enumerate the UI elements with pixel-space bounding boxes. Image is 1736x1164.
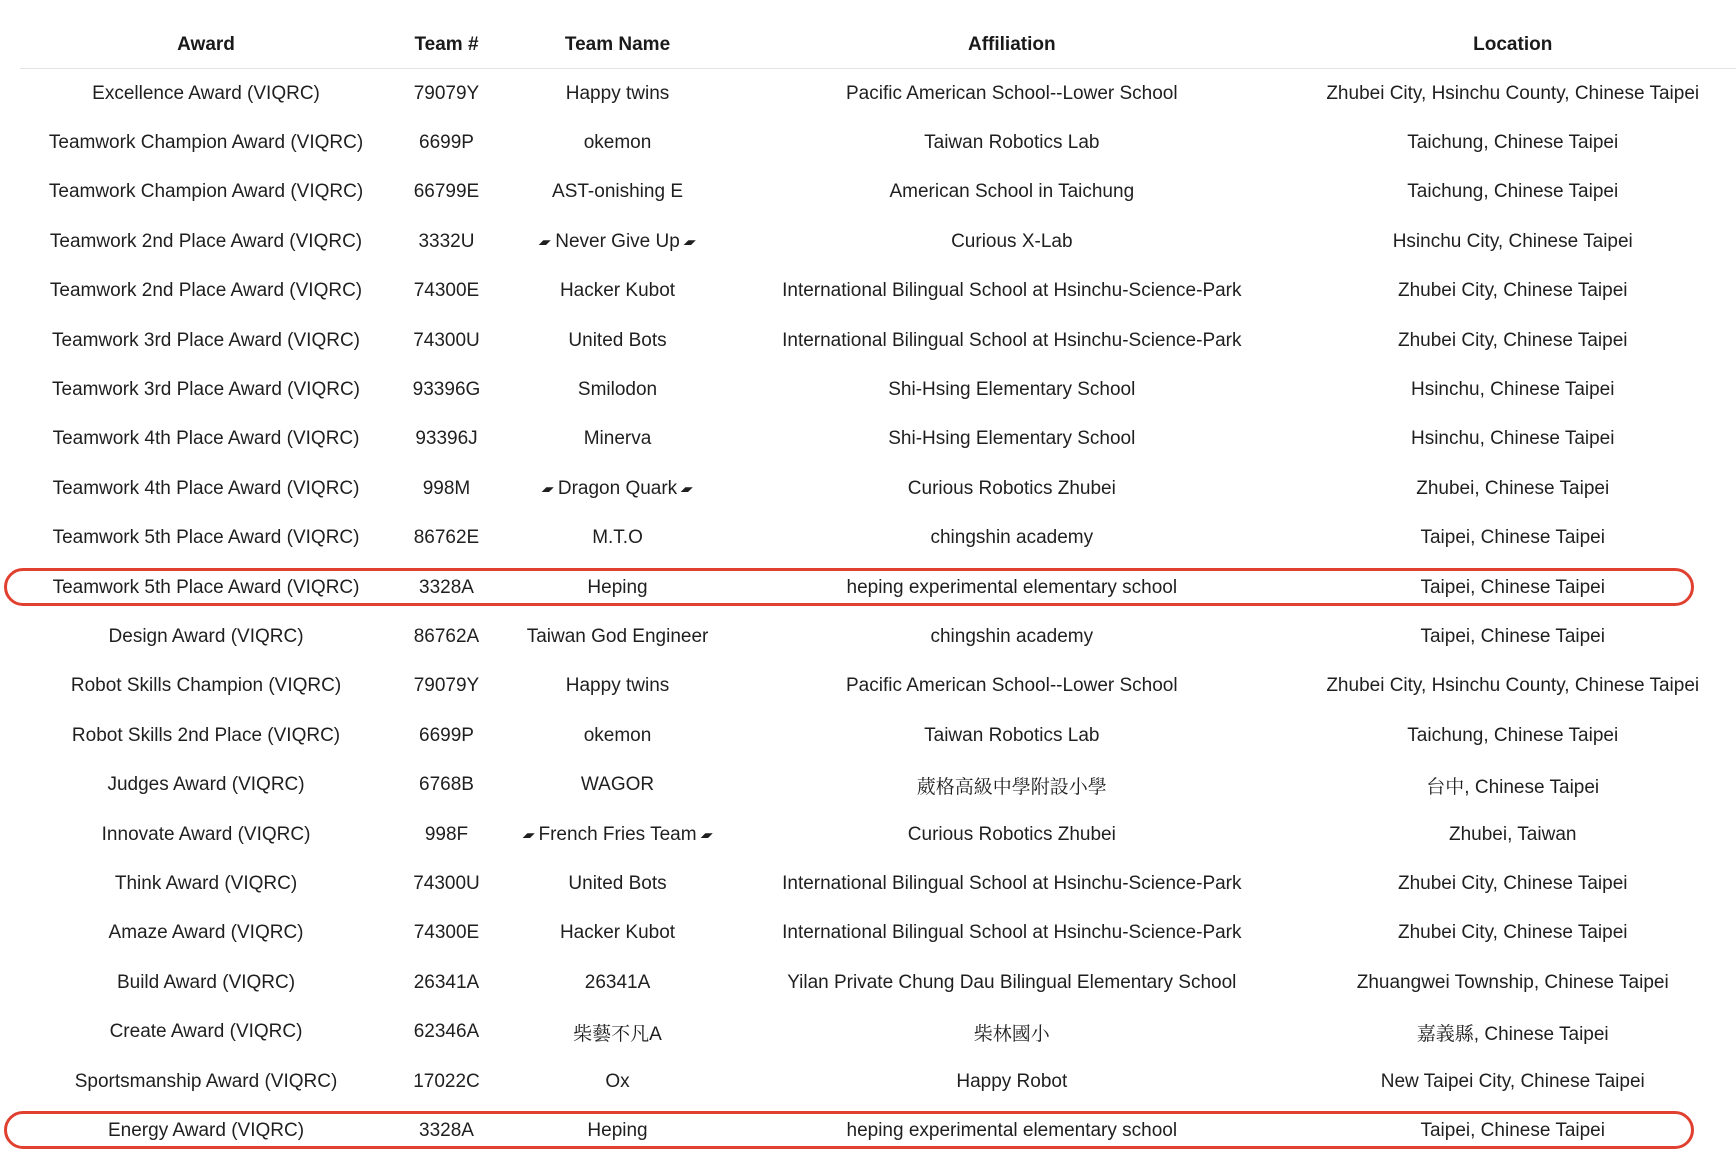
- location-cell: Taipei, Chinese Taipei: [1420, 576, 1605, 598]
- team-number-cell[interactable]: 74300E: [413, 922, 480, 944]
- table-row: [20, 514, 1736, 563]
- table-row: [20, 267, 1736, 316]
- award-cell: Teamwork Champion Award (VIQRC): [48, 132, 364, 154]
- team-number-cell[interactable]: 79079Y: [413, 82, 480, 104]
- table-row: [20, 612, 1736, 661]
- awards-table: [20, 22, 1736, 1156]
- award-cell: Teamwork 4th Place Award (VIQRC): [52, 428, 360, 450]
- table-row: [20, 711, 1736, 760]
- table-row: [20, 316, 1736, 365]
- team-number-cell[interactable]: 6699P: [419, 724, 474, 746]
- team-name-marker-icon: ▰: [681, 233, 699, 249]
- table-row-highlighted: [20, 1106, 1736, 1155]
- team-number-cell[interactable]: 93396J: [415, 428, 478, 450]
- team-number-cell[interactable]: 86762E: [413, 527, 480, 549]
- team-number-cell[interactable]: 6768B: [419, 774, 474, 796]
- affiliation-cell: Curious Robotics Zhubei: [907, 477, 1116, 499]
- team-number-cell[interactable]: 79079Y: [413, 675, 480, 697]
- team-number-cell[interactable]: 74300U: [413, 329, 480, 351]
- award-cell: Robot Skills 2nd Place (VIQRC): [71, 724, 341, 746]
- team-name-cell[interactable]: Taiwan God Engineer: [526, 625, 709, 647]
- team-name-cell[interactable]: 26341A: [584, 971, 651, 993]
- affiliation-cell: 柴林國小: [973, 1023, 1050, 1045]
- award-cell: Teamwork 2nd Place Award (VIQRC): [49, 280, 363, 302]
- table-header: [20, 22, 1736, 69]
- affiliation-cell: Pacific American School--Lower School: [846, 675, 1178, 697]
- team-name-cell[interactable]: Minerva: [583, 428, 652, 450]
- column-header-award[interactable]: Award: [20, 22, 392, 69]
- table-row: [20, 958, 1736, 1007]
- award-cell: Teamwork 4th Place Award (VIQRC): [52, 477, 360, 499]
- team-number-cell[interactable]: 26341A: [413, 971, 480, 993]
- affiliation-cell: International Bilingual School at Hsinchu-Science-Park: [782, 922, 1242, 944]
- table-row: [20, 909, 1736, 958]
- location-cell: Taipei, Chinese Taipei: [1420, 1119, 1605, 1141]
- affiliation-cell: heping experimental elementary school: [846, 576, 1178, 598]
- location-cell: Zhubei, Taiwan: [1449, 823, 1577, 845]
- affiliation-cell: American School in Taichung: [889, 181, 1135, 203]
- team-number-cell[interactable]: 66799E: [413, 181, 480, 203]
- location-cell: Zhubei City, Chinese Taipei: [1397, 872, 1628, 894]
- affiliation-cell: International Bilingual School at Hsinchu-Science-Park: [782, 872, 1242, 894]
- team-name-marker-icon: ▰: [539, 480, 557, 496]
- table-row: [20, 415, 1736, 464]
- affiliation-cell: 葳格高級中學附設小學: [916, 776, 1107, 798]
- location-cell: Taipei, Chinese Taipei: [1420, 625, 1605, 647]
- table-row: [20, 464, 1736, 513]
- affiliation-cell: Curious X-Lab: [951, 230, 1073, 252]
- team-name-marker-icon: ▰: [536, 233, 554, 249]
- award-cell: Teamwork 3rd Place Award (VIQRC): [52, 379, 361, 401]
- affiliation-cell: International Bilingual School at Hsinchu-Science-Park: [782, 329, 1242, 351]
- location-cell: 台中, Chinese Taipei: [1426, 776, 1600, 798]
- award-cell: Build Award (VIQRC): [116, 971, 296, 993]
- team-name-marker-icon: ▰: [520, 826, 538, 842]
- team-number-cell[interactable]: 93396G: [412, 379, 481, 401]
- location-cell: Hsinchu, Chinese Taipei: [1410, 379, 1615, 401]
- table-row: [20, 365, 1736, 414]
- team-name-cell[interactable]: Ox: [605, 1070, 630, 1092]
- team-name-cell[interactable]: 柴藝不凡A: [573, 1023, 662, 1045]
- team-number-cell[interactable]: 998F: [424, 823, 469, 845]
- award-cell: Judges Award (VIQRC): [107, 774, 305, 796]
- award-cell: Excellence Award (VIQRC): [92, 82, 320, 104]
- team-name-cell[interactable]: Happy twins: [565, 675, 670, 697]
- award-cell: Teamwork 2nd Place Award (VIQRC): [49, 230, 363, 252]
- team-name-marker-icon: ▰: [678, 480, 696, 496]
- team-number-cell[interactable]: 74300E: [413, 280, 480, 302]
- team-number-cell[interactable]: 3328A: [419, 1119, 474, 1141]
- affiliation-cell: Taiwan Robotics Lab: [924, 724, 1100, 746]
- team-name-cell[interactable]: okemon: [583, 132, 652, 154]
- team-number-cell[interactable]: 74300U: [413, 872, 480, 894]
- team-number-cell[interactable]: 3328A: [419, 576, 474, 598]
- team-name-cell[interactable]: Happy twins: [565, 82, 670, 104]
- location-cell: Taichung, Chinese Taipei: [1407, 724, 1619, 746]
- award-cell: Robot Skills Champion (VIQRC): [70, 675, 342, 697]
- table-row: [20, 810, 1736, 859]
- location-cell: Taichung, Chinese Taipei: [1407, 181, 1619, 203]
- table-row: [20, 69, 1736, 119]
- affiliation-cell: chingshin academy: [930, 625, 1094, 647]
- location-cell: Taipei, Chinese Taipei: [1420, 527, 1605, 549]
- column-header-location[interactable]: Location: [1289, 22, 1736, 69]
- location-cell: 嘉義縣, Chinese Taipei: [1416, 1023, 1609, 1045]
- table-row: [20, 859, 1736, 908]
- team-name-cell[interactable]: okemon: [583, 724, 652, 746]
- award-cell: Think Award (VIQRC): [114, 872, 298, 894]
- team-name-marker-icon: ▰: [698, 826, 716, 842]
- affiliation-cell: Yilan Private Chung Dau Bilingual Elementary School: [787, 971, 1237, 993]
- award-cell: Create Award (VIQRC): [109, 1021, 303, 1043]
- affiliation-cell: Shi-Hsing Elementary School: [888, 428, 1136, 450]
- location-cell: Zhubei City, Hsinchu County, Chinese Taipei: [1326, 675, 1700, 697]
- table-row: [20, 217, 1736, 266]
- team-name-cell[interactable]: M.T.O: [592, 527, 643, 549]
- affiliation-cell: International Bilingual School at Hsinchu-Science-Park: [782, 280, 1242, 302]
- location-cell: New Taipei City, Chinese Taipei: [1380, 1070, 1645, 1092]
- award-cell: Teamwork 5th Place Award (VIQRC): [20, 563, 392, 612]
- team-name-cell[interactable]: Heping: [587, 1119, 648, 1141]
- table-row: [20, 168, 1736, 217]
- location-cell: Zhubei, Chinese Taipei: [1416, 477, 1610, 499]
- team-name-cell[interactable]: Hacker Kubot: [559, 922, 676, 944]
- table-row: [20, 118, 1736, 167]
- team-name-cell[interactable]: Heping: [587, 576, 648, 598]
- table-row: [20, 662, 1736, 711]
- column-header-affiliation[interactable]: Affiliation: [734, 22, 1289, 69]
- location-cell: Zhubei City, Hsinchu County, Chinese Taipei: [1326, 82, 1700, 104]
- team-name-cell[interactable]: United Bots: [568, 329, 667, 351]
- affiliation-cell: heping experimental elementary school: [846, 1119, 1178, 1141]
- affiliation-cell: Curious Robotics Zhubei: [907, 823, 1116, 845]
- award-cell: Teamwork 5th Place Award (VIQRC): [52, 527, 360, 549]
- location-cell: Zhuangwei Township, Chinese Taipei: [1356, 971, 1669, 993]
- team-name-cell[interactable]: United Bots: [568, 872, 667, 894]
- team-number-cell[interactable]: 6699P: [419, 132, 474, 154]
- team-name-cell[interactable]: Smilodon: [577, 379, 658, 401]
- location-cell: Zhubei City, Chinese Taipei: [1397, 280, 1628, 302]
- award-cell: Sportsmanship Award (VIQRC): [74, 1070, 338, 1092]
- team-name-cell[interactable]: WAGOR: [580, 774, 655, 796]
- location-cell: Hsinchu City, Chinese Taipei: [1392, 230, 1633, 252]
- affiliation-cell: Taiwan Robotics Lab: [924, 132, 1100, 154]
- location-cell: Zhubei City, Chinese Taipei: [1397, 922, 1628, 944]
- column-header-team-name[interactable]: Team Name: [501, 22, 734, 69]
- table-body: [20, 69, 1736, 1156]
- award-cell: Design Award (VIQRC): [108, 625, 304, 647]
- team-number-cell[interactable]: 998M: [422, 477, 471, 499]
- column-header-team-number[interactable]: Team #: [392, 22, 501, 69]
- affiliation-cell: Happy Robot: [956, 1070, 1068, 1092]
- award-cell: Amaze Award (VIQRC): [108, 922, 304, 944]
- affiliation-cell: Pacific American School--Lower School: [846, 82, 1178, 104]
- table-row: [20, 1057, 1736, 1106]
- affiliation-cell: Shi-Hsing Elementary School: [888, 379, 1136, 401]
- location-cell: Hsinchu, Chinese Taipei: [1410, 428, 1615, 450]
- team-name-cell[interactable]: Hacker Kubot: [559, 280, 676, 302]
- team-number-cell[interactable]: 62346A: [413, 1021, 480, 1043]
- table-row: [20, 760, 1736, 809]
- award-cell: Teamwork Champion Award (VIQRC): [48, 181, 364, 203]
- award-cell: Energy Award (VIQRC): [20, 1106, 392, 1155]
- table-row-highlighted: [20, 563, 1736, 612]
- location-cell: Taichung, Chinese Taipei: [1407, 132, 1619, 154]
- table-row: [20, 1007, 1736, 1056]
- team-name-cell[interactable]: ▰French Fries Team ▰: [520, 823, 716, 845]
- team-name-cell[interactable]: AST-onishing E: [552, 181, 683, 203]
- team-name-cell[interactable]: ▰Never Give Up ▰: [536, 230, 699, 252]
- team-name-cell[interactable]: ▰Dragon Quark ▰: [539, 477, 696, 499]
- team-number-cell[interactable]: 86762A: [413, 625, 480, 647]
- header-row: [20, 22, 1736, 69]
- location-cell: Zhubei City, Chinese Taipei: [1397, 329, 1628, 351]
- award-cell: Innovate Award (VIQRC): [101, 823, 311, 845]
- award-cell: Teamwork 3rd Place Award (VIQRC): [52, 329, 361, 351]
- team-number-cell[interactable]: 17022C: [413, 1070, 480, 1092]
- team-number-cell[interactable]: 3332U: [418, 230, 475, 252]
- affiliation-cell: chingshin academy: [930, 527, 1094, 549]
